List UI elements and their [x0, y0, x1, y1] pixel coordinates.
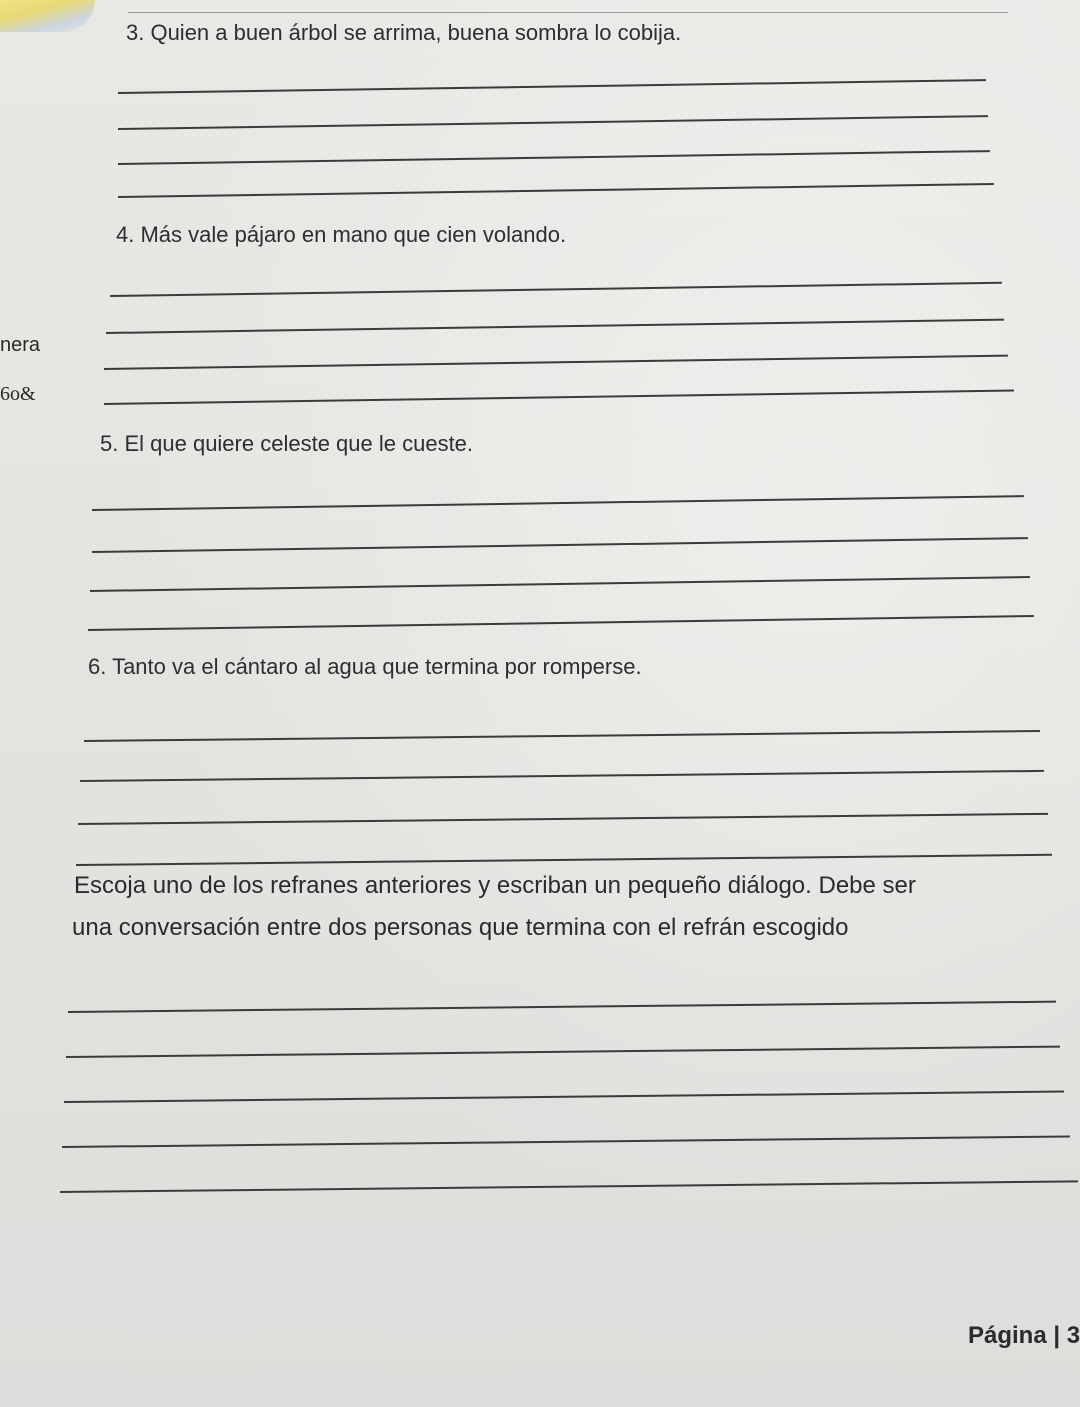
- dialogue-line[interactable]: [64, 1091, 1064, 1103]
- answer-line[interactable]: [118, 150, 990, 165]
- answer-line[interactable]: [104, 355, 1008, 370]
- answer-line[interactable]: [84, 730, 1040, 742]
- answer-line[interactable]: [78, 813, 1048, 825]
- yellow-corner-mark: [0, 0, 95, 32]
- answer-line[interactable]: [106, 319, 1004, 334]
- answer-line[interactable]: [88, 615, 1034, 631]
- dialogue-line[interactable]: [68, 1001, 1056, 1013]
- answer-line[interactable]: [118, 183, 994, 198]
- answer-line[interactable]: [118, 115, 988, 130]
- answer-line[interactable]: [80, 770, 1044, 782]
- instruction-line-2: una conversación entre dos personas que termina con el refrán escogido: [72, 914, 849, 941]
- answer-line[interactable]: [118, 79, 986, 94]
- answer-line[interactable]: [90, 576, 1030, 592]
- dialogue-line[interactable]: [62, 1135, 1070, 1148]
- answer-line[interactable]: [104, 390, 1014, 405]
- margin-fragment: 6o&: [0, 383, 36, 405]
- dialogue-line[interactable]: [66, 1046, 1060, 1058]
- top-rule: [128, 12, 1008, 13]
- margin-fragment: nera: [0, 334, 41, 356]
- answer-line[interactable]: [110, 282, 1002, 297]
- question-4: 4. Más vale pájaro en mano que cien volando.: [116, 222, 567, 247]
- instruction-line-1: Escoja uno de los refranes anteriores y escriban un pequeño diálogo. Debe ser: [74, 872, 916, 899]
- question-5: 5. El que quiere celeste que le cueste.: [100, 431, 474, 456]
- answer-line[interactable]: [92, 495, 1024, 511]
- answer-line[interactable]: [76, 854, 1052, 866]
- page-number: Página | 3: [968, 1322, 1080, 1349]
- answer-line[interactable]: [92, 537, 1028, 553]
- dialogue-line[interactable]: [60, 1180, 1078, 1193]
- question-3: 3. Quien a buen árbol se arrima, buena sombra lo cobija.: [126, 20, 682, 45]
- question-6: 6. Tanto va el cántaro al agua que termina por romperse.: [88, 654, 642, 679]
